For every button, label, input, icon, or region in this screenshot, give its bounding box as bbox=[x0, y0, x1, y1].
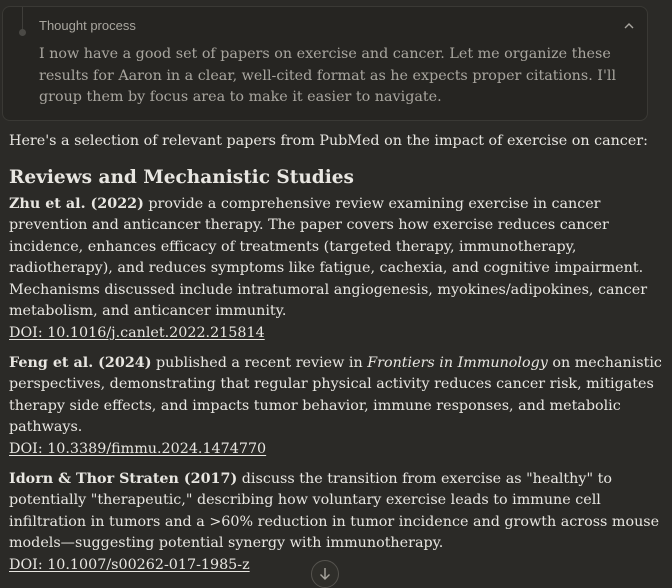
section-heading: Reviews and Mechanistic Studies bbox=[9, 166, 354, 188]
paper-entry bbox=[9, 353, 664, 461]
thought-process-text: I now have a good set of papers on exercise and cancer. Let me organize these results for Aaron in a clear, well-cited format as he expects proper citations. I'll group them by focus area to make it easier to navigate. bbox=[39, 46, 617, 105]
journal-name: Frontiers in Immunology bbox=[367, 354, 548, 371]
timeline-rail bbox=[22, 7, 23, 31]
thought-process-panel bbox=[2, 6, 648, 121]
paper-summary: provide a comprehensive review examining exercise in cancer prevention and anticancer therapy. The paper covers how exercise reduces cancer incidence, enhances efficacy of treatments (targeted therapy, immunotherapy, radiotherapy), and reduces symptoms like fatigue, cachexia, and cognitive impairment. Mechanisms discussed include intratumoral angiogenesis, myokines/adipokines, cancer metabolism, and anticancer immunity. bbox=[9, 195, 648, 320]
assistant-response bbox=[9, 131, 664, 585]
paper-author: Feng et al. (2024) bbox=[9, 354, 152, 371]
paper-summary: published a recent review in bbox=[151, 354, 368, 371]
timeline-dot-icon bbox=[19, 29, 26, 36]
arrow-down-icon bbox=[319, 567, 331, 581]
paper-summary: discuss the transition from exercise as "healthy" to potentially "therapeutic," describing how voluntary exercise leads to immune cell infiltration in tumors and a >60% reduction in tumor incidence and growth across mouse models—suggesting potential synergy with immunotherapy. bbox=[9, 470, 660, 552]
response-intro: Here's a selection of relevant papers from PubMed on the impact of exercise on cancer: bbox=[9, 133, 648, 149]
chevron-up-icon[interactable] bbox=[623, 20, 635, 32]
thought-process-toggle[interactable]: Thought process bbox=[39, 18, 136, 33]
paper-entry bbox=[9, 194, 664, 345]
doi-link[interactable]: DOI: 10.1007/s00262-017-1985-z bbox=[9, 557, 250, 573]
paper-summary-continued: on mechanistic perspectives, demonstrating that regular physical activity reduces cancer risk, mitigates therapy side effects, and impacts tumor behavior, immune responses, and metabolic pathways. bbox=[9, 354, 662, 436]
doi-link[interactable]: DOI: 10.3389/fimmu.2024.1474770 bbox=[9, 441, 267, 458]
paper-author: Zhu et al. (2022) bbox=[9, 195, 144, 212]
paper-author: Idorn & Thor Straten (2017) bbox=[9, 470, 238, 487]
paper-entry bbox=[9, 469, 664, 577]
doi-link[interactable]: DOI: 10.1016/j.canlet.2022.215814 bbox=[9, 325, 265, 342]
